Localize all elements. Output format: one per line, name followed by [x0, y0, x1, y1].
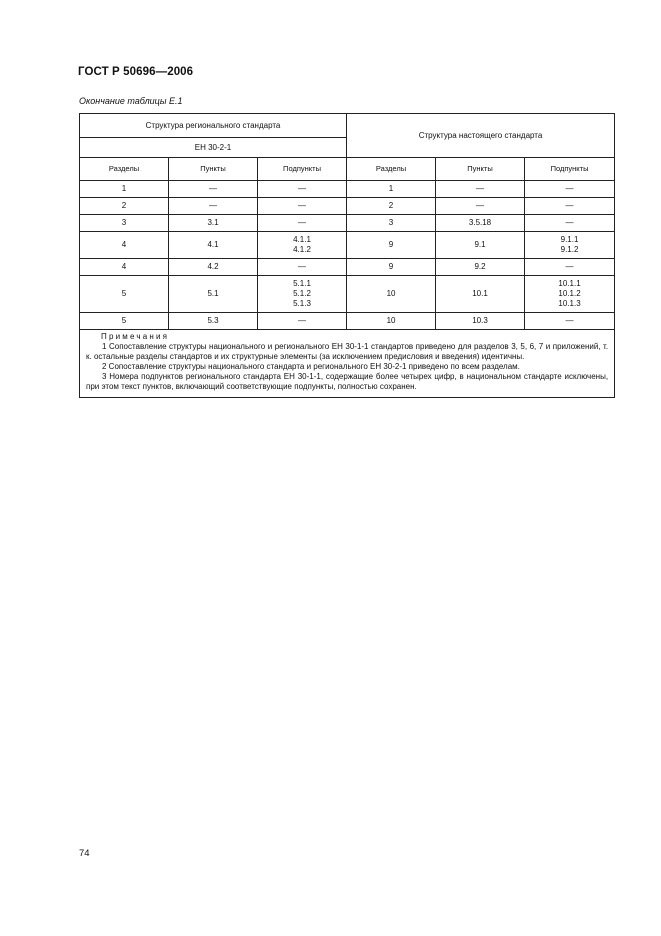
cell-value: 5 — [121, 316, 127, 325]
note-item: 1 Сопоставление структуры национального и регионального ЕН 30-1-1 стандартов приведено для разделов 3, 5, 6, 7 и приложений, т. к. остальные разделы стандартов и их структурные элементы (за исключением предисловия и введения) идентичны. — [86, 342, 609, 361]
table-cell — [169, 181, 258, 198]
cell-value: 10.1 — [472, 289, 488, 298]
table-row — [80, 232, 615, 259]
cell-value: 2 — [121, 201, 127, 210]
table-cell — [436, 198, 525, 215]
table-cell — [80, 215, 169, 232]
table-cell — [347, 313, 436, 330]
cell-value: — — [298, 262, 306, 271]
cell-value: 10.1.2 — [558, 289, 581, 298]
document-header: ГОСТ Р 50696—2006 — [78, 66, 194, 78]
cell-value: 9.1 — [474, 240, 486, 249]
column-header: Пункты — [436, 158, 525, 181]
column-header: Подпункты — [258, 158, 347, 181]
table-cell — [347, 276, 436, 313]
table-cell — [436, 259, 525, 276]
table-cell — [169, 259, 258, 276]
page-number: 74 — [79, 848, 90, 859]
cell-value: 5.1 — [207, 289, 219, 298]
table-cell — [258, 259, 347, 276]
cell-value: — — [298, 316, 306, 325]
regional-standard-code: ЕН 30-2-1 — [80, 138, 347, 158]
cell-value: — — [476, 184, 485, 193]
table-row — [80, 259, 615, 276]
table-cell — [169, 232, 258, 259]
notes-cell — [80, 330, 615, 398]
cell-value: — — [565, 184, 574, 193]
table-cell — [258, 276, 347, 313]
cell-value: — — [565, 201, 574, 210]
table-cell — [258, 198, 347, 215]
table-cell — [80, 276, 169, 313]
cell-value: 4.2 — [207, 262, 219, 271]
note-item: 3 Номера подпунктов регионального стандарта ЕН 30-1-1, содержащие более четырех цифр, в национальном стандарте исключены, при этом текст пунктов, включающий соответствующие подпункты, полностью сохранен. — [86, 372, 609, 391]
table-cell — [436, 232, 525, 259]
cell-value: 10 — [386, 316, 396, 325]
cell-value: 1 — [121, 184, 127, 193]
table-cell — [347, 232, 436, 259]
table-row — [80, 313, 615, 330]
table-cell — [525, 232, 615, 259]
table-cell — [169, 198, 258, 215]
cell-value: — — [565, 316, 574, 325]
cell-value: 5.1.2 — [293, 289, 311, 298]
table-cell — [80, 259, 169, 276]
table-cell — [169, 215, 258, 232]
cell-value: 10.3 — [472, 316, 488, 325]
cell-value: 5 — [121, 289, 127, 298]
cell-value: — — [298, 201, 306, 210]
cell-value: 10.1.1 — [558, 279, 581, 288]
table-cell — [347, 181, 436, 198]
comparison-table — [79, 113, 615, 398]
cell-value: — — [209, 184, 217, 193]
table-cell — [169, 276, 258, 313]
column-header: Подпункты — [525, 158, 615, 181]
table-cell — [436, 313, 525, 330]
table-cell — [169, 313, 258, 330]
cell-value: 4.1.2 — [293, 245, 311, 254]
cell-value: 5.3 — [207, 316, 219, 325]
cell-value: 3.5.18 — [468, 218, 492, 227]
column-header: Разделы — [347, 158, 436, 181]
cell-value: 4.1 — [207, 240, 219, 249]
table-row — [80, 215, 615, 232]
table-cell — [80, 232, 169, 259]
table-row — [80, 181, 615, 198]
cell-value: 9.1.2 — [560, 245, 579, 254]
note-item: 2 Сопоставление структуры национального стандарта и регионального ЕН 30-2-1 приведено по всем разделам. — [102, 362, 520, 371]
table-cell — [347, 215, 436, 232]
table-cell — [525, 198, 615, 215]
cell-value: 10.1.3 — [558, 299, 581, 308]
table-cell — [258, 181, 347, 198]
cell-value: 4 — [121, 262, 127, 271]
cell-value: — — [565, 218, 574, 227]
notes-title: Примечания — [101, 332, 170, 341]
table-cell — [525, 313, 615, 330]
cell-value: 9.1.1 — [560, 235, 579, 244]
table-cell — [347, 259, 436, 276]
table-cell — [258, 232, 347, 259]
table-cell — [258, 313, 347, 330]
cell-value: 5.1.3 — [293, 299, 311, 308]
cell-value: 3.1 — [207, 218, 219, 227]
column-header: Пункты — [169, 158, 258, 181]
table-row — [80, 276, 615, 313]
table-row — [80, 198, 615, 215]
table-cell — [80, 198, 169, 215]
table-cell — [80, 313, 169, 330]
column-header: Разделы — [80, 158, 169, 181]
cell-value: 4 — [121, 240, 127, 249]
cell-value: — — [298, 184, 306, 193]
table-cell — [525, 276, 615, 313]
cell-value: — — [476, 201, 485, 210]
cell-value: 10 — [386, 289, 396, 298]
national-structure-header: Структура настоящего стандарта — [347, 114, 615, 158]
table-caption: Окончание таблицы Е.1 — [79, 96, 183, 106]
table-cell — [347, 198, 436, 215]
cell-value: 2 — [388, 201, 394, 210]
cell-value: 5.1.1 — [293, 279, 311, 288]
cell-value: 9 — [388, 240, 394, 249]
cell-value: 3 — [121, 218, 127, 227]
table-cell — [525, 181, 615, 198]
table-cell — [80, 181, 169, 198]
table-cell — [525, 259, 615, 276]
cell-value: 9.2 — [474, 262, 486, 271]
cell-value: 4.1.1 — [293, 235, 311, 244]
cell-value: 1 — [388, 184, 394, 193]
table-cell — [525, 215, 615, 232]
column-header-row — [80, 158, 615, 181]
cell-value: 3 — [388, 218, 394, 227]
table-cell — [436, 181, 525, 198]
table-cell — [258, 215, 347, 232]
cell-value: — — [565, 262, 574, 271]
cell-value: — — [298, 218, 306, 227]
table-cell — [436, 276, 525, 313]
regional-structure-header: Структура регионального стандарта — [80, 114, 347, 138]
cell-value: 9 — [388, 262, 394, 271]
table-cell — [436, 215, 525, 232]
cell-value: — — [209, 201, 217, 210]
